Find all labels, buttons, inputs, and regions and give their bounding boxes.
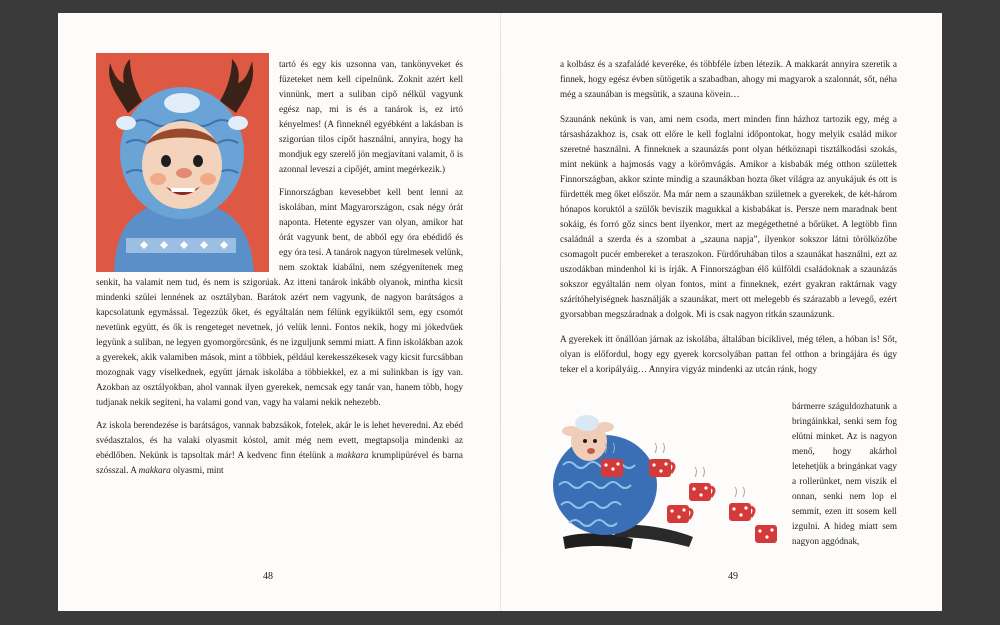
book-spread (58, 13, 942, 611)
left-paragraph-3 (96, 418, 463, 478)
right-paragraph-3-top: A gyerekek itt önállóan járnak az iskolába, általában biciklivel, még télen, a hóban is! Sőt, olyan is előfordul, hogy egy gyerek korcsolyában pattan fel otthon a bringájára és úgy teker el a koripályáig… Annyira vigyáz mindenki az utcán ránk, hogy (560, 334, 897, 374)
right-paragraph-1: a kolbász és a szafaládé keveréke, és többféle ízben létezik. A makkarát annyira szeretik a finnek, hogy egész évben sütögetik a szabadban, ahogy mi magyarok a szalonnát, sőt, néha még a szaunában is megsütik, a szauna kövein… (560, 59, 897, 99)
right-paragraph-2: Szaunánk nekünk is van, ami nem csoda, mert minden finn házhoz tartozik egy, még a társasházakhoz is, csak ott előre le kell foglalni időpontokat, hogy melyik család mikor szeretné használni. A finneknek a szaunázás pont olyan hétköznapi tisztálkodási szokás, mint nekünk a hajmosás vagy a körömvágás. Amikor a kisbabák még otthon születtek Finnországban, akkor szinte mindig a szaunákban hozta őket világra az anyukájuk és ott is fürdették meg őket először. Ma már nem a szaunákban születnek a gyerekek, de két-három hónapos koruktól a szülők beviszik magukkal a kisbabákat is. Persze nem maradnak bent sokáig, és forró gőz sincs bent ilyenkor, mert az megégethetné a bőrüket. A legtöbb finn családnál a szerda és a szombat a „szauna napja”, ilyenkor sokszor látni törölközőbe csomagolt pucér embereket a teraszokon. Fürdőruhában tilos a szaunákat használni, ezt az uszodákban mindenhol ki is írják. A Finnországban élő külföldi családoknak a szaunázás sokszor egyáltalán nem olyan fontos, mint a finneknek, ezért gyakran raktárnak vagy szárítóhelyiségnek használják a szaunákat, mert ott melegebb és szárazabb a levegő, ezért gyorsabban megszáradnak a dolgok. Mi is csak nagyon ritkán szaunázunk. (560, 114, 897, 319)
left-paragraph-2-rest: Hetente egyszer van olyan, amikor hat órát vagyunk bent, de abból egy óra ebédidő és egy óra tesi. A tanárok nagyon türelmesek velünk, nem szoktak kiabálni, nem szégyenítenek meg senkit, ha valamit nem tud, és nem is szigorúak. Az itteni tanárok inkább olyanok, mintha kicsit mindenki szülei lennének az osztályban. Barátok azért nem vagyunk, de nagyon barátságos a kapcsolatunk egymással. Tegezzük őket, és egyáltalán nem félünk egyiküktől sem, egy csomót nevetünk együtt, és ők is rengeteget nevetnek, jó velük lenni. Fontos nekik, hogy mi jókedvűek legyünk a suliban, ne legyen gyomorgörcsünk, és ne izguljunk semmi miatt. A finn iskolákban azok a gyerekek, akik valamiben mások, mint a többiek, például kerekesszékesek vagy kicsit furcsábban mozognak vagy viselkednek, együtt járnak iskolába a többiekkel, ez a mi sulinkban is így van. Azokban az osztályokban, ahol vannak ilyen gyerekek, nemcsak egy tanár van, hanem több, hogy tudjanak nekik segíteni, ha valami gond van, vagy ha valami nekik nehezebb. (96, 217, 463, 407)
makkara-term-1: makkara (336, 450, 369, 460)
right-paragraph-3-side: bármerre száguldozhatunk a bringáinkkal, senki sem fog elütni minket. Az is nagyon menő, hogy akárhol letehetjük a bringánkat vagy a rollerünket, nem viszik el onnan, senki nem lop el semmit, ezen itt sosem kell izgulni. A hideg miatt sem nagyon aggódnak, (792, 401, 897, 546)
left-paragraph-1: tartó és egy kis uzsonna van, tankönyveket és füzeteket nem kell cipelnünk. Zoknit azért kell vinnünk, mert a suliban cipő nélkül vagyunk egész nap, mi is és a tanárok is, ez irtó kényelmes! (A finneknél egyébként a lakásban is szigorúan tilos cipőt használni, annyira, hogy ha mondjuk egy szerelő jön megjavítani valamit, ő is azonnal leveszi a cipőjét, amint megérkezik.) (279, 59, 463, 174)
left-text-column (96, 57, 463, 486)
right-page (501, 13, 942, 611)
left-paragraph-2-start: Finnországban kevesebbet kell bent lenni az iskolában, mint Magyarországon, csak négy órát naponta. (279, 187, 463, 227)
left-paragraph-3-c: olyasmi, mint (170, 465, 224, 475)
left-paragraph-3-a: Az iskola berendezése is barátságos, vannak babzsákok, fotelek, akár le is lehet heveredni. Az ebéd svédasztalos, és ha valaki olyasmit kóstol, amit még nem evett, megtapsolja mindenki az ebédlőben. Nekünk is tapsoltak már! A kedvenc finn ételünk a (96, 420, 463, 460)
page-number-right: 49 (728, 571, 738, 582)
page-number-left: 48 (263, 571, 273, 582)
left-paragraph-3-b: krumplipürével és barna szósszal. A (96, 450, 463, 475)
image-float-spacer (96, 57, 279, 272)
left-page (58, 13, 500, 611)
right-text-column (560, 57, 897, 377)
makkara-term-2: makkara (138, 465, 171, 475)
right-text-beside-image (792, 399, 897, 557)
sheep-with-cups-illustration (543, 405, 783, 555)
